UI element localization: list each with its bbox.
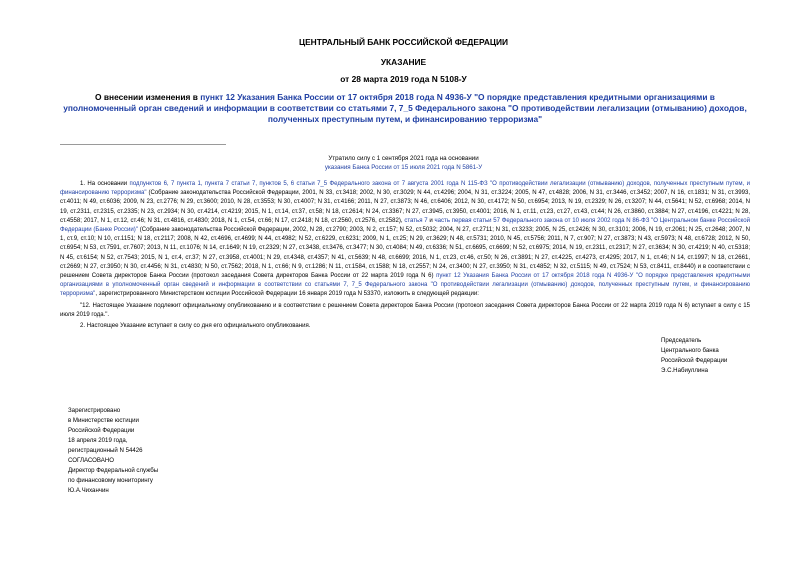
paragraph-3: 2. Настоящее Указание вступает в силу со дня его официального опубликования. [80, 323, 311, 330]
lost-force-link[interactable]: указания Банка России от 15 июля 2021 года N 5861-У [324, 164, 483, 171]
p1-link-115fz[interactable]: подпунктов 6, 7 пункта 1, пункта 7 статьи 7, пунктов 5, 6 статьи 7_5 Федерального закона от 7 августа 2001 года N 115-ФЗ "О противодействии легализации (отмыванию) доходов, полученных преступным путем, и финансированию терроризма" [60, 181, 750, 197]
signature-block [661, 336, 741, 376]
registration-line: Российской Федерации [68, 427, 135, 434]
p1-text: (Собрание законодательства Российской Федерации, 2001, N 33, ст.3418; 2002, N 30, ст.3029; N 44, ст.4296; 2004, N 31, ст.3224; 2005, N 47, ст.4828; 2006, N 31, ст.3446, ст.3452; 2007, N 16, ст.1831; N 31, ст.3993, ст.4011; N 49, ст.6036; 2009, N 23, ст.2776; N 29, ст.3600; 2010, N 28, ст.3553; N 30, ст.4007; N 31, ст.4166; 2011, N 27, ст.3873; N 46, ст.6406; 2012, N 30, ст.4172; N 50, ст.6954; 2013, N 19, ст.2329; N 26, ст.3207; N 44, ст.5641; N 52, ст.6968; 2014, N 19, ст.2311, ст.2315, ст.2335; N 23, ст.2934; N 30, ст.4214, ст.4219; 2015, N 1, ст.14, ст.37, ст.58; N 18, ст.2614; N 24, ст.3367; N 27, ст.3945, ст.3950, ст.4001; 2016, N 1, ст.11, ст.23, ст.27, ст.43, ст.44; N 26, ст.3860, ст.3884; N 27, ст.4196, ст.4221; N 28, ст.4558; 2017, N 1, ст.12, ст.46; N 31, ст.4816, ст.4830; 2018, N 1, ст.54, ст.66; N 17, ст.2418; N 18, ст.2560, ст.2576, ст.2582), [60, 190, 750, 224]
agreement-line: СОГЛАСОВАНО [68, 457, 114, 464]
registration-line: 18 апреля 2019 года, [68, 437, 128, 444]
subject-link[interactable]: пункт 12 Указания Банка России от 17 октября 2018 года N 4936-У "О порядке представления кредитными организациями в уполномоченный орган сведений и информации в соответствии со статьями 7, 7_5 Федерального закона "О противодействии легализации (отмыванию) доходов, полученных преступным путем, и финансированию терроризма" [63, 92, 747, 124]
paragraph-2: "12. Настоящее Указание подлежит официальному опубликованию и в соответствии с решением Совета директоров Банка России (протокол заседания Совета директоров Банка России от 22 марта 2019 года N 6) вступает в силу с 15 июля 2019 года.". [60, 302, 750, 318]
document-body [60, 180, 750, 331]
document-date-number: от 28 марта 2019 года N 5108-У [340, 74, 467, 84]
paragraph-1 [60, 180, 750, 300]
p1-text: , зарегистрированного Министерством юстиции Российской Федерации 16 января 2019 года N 53370, изложить в следующей редакции: [95, 291, 479, 298]
issuer-title: ЦЕНТРАЛЬНЫЙ БАНК РОССИЙСКОЙ ФЕДЕРАЦИИ [298, 37, 509, 47]
p1-link-86fz[interactable]: статьи 57 Федерального закона от 10 июля 2002 года N 86-ФЗ "О Центральном банке Российской Федерации (Банке России)" [60, 217, 751, 234]
document-subject [60, 92, 750, 125]
document-type: УКАЗАНИЕ [380, 57, 427, 67]
p1-text: и [427, 217, 435, 224]
p1-text: 1. На основании [80, 181, 130, 187]
signature-line: Председатель [661, 337, 702, 344]
p1-link-article-7[interactable]: статья 7 [404, 217, 428, 224]
p1-text: (Собрание законодательства Российской Федерации, 2002, N 28, ст.2790; 2003, N 2, ст.157; N 52, ст.5032; 2004, N 27, ст.2711; N 31, ст.3233; 2005, N 25, ст.2426; N 30, ст.3101; 2006, N 19, ст.2061; N 25, ст.2648; 2007, N 1, ст.9, ст.10; N 10, ст.1151; N 18, ст.2117; 2008, N 42, ст.4696, ст.4699; N 44, ст.4982; N 52, ст.6229, ст.6231; 2009, N 1, ст.25; N 29, ст.3629; N 48, ст.5731; 2010, N 45, ст.5756; 2011, N 7, ст.907; N 27, ст.3873; N 43, ст.5973; N 48, ст.6728; 2012, N 50, ст.6954; N 53, ст.7591, ст.7607; 2013, N 11, ст.1076; N 14, ст.1649; N 19, ст.2329; N 27, ст.3438, ст.3476, ст.3477; N 30, ст.4084; N 49, ст.6336; N 51, ст.6695, ст.6699; N 52, ст.6975; 2014, N 19, ст.2311, ст.2317; N 27, ст.3634; N 30, ст.4219; N 40, ст.5318; N 45, ст.6154; N 52, ст.7543; 2015, N 1, ст.4, ст.37; N 27, ст.3958, ст.4001; N 29, ст.4348, ст.4357; N 41, ст.5639; N 48, ст.6699; 2016, N 1, ст.23, ст.46, ст.50; N 26, ст.3891; N 27, ст.4225, ст.4273, ст.4295; 2017, N 1, ст.46; N 14, ст.1997; N 18, ст.2661, ст.2669; N 27, ст.3950; N 30, ст.4456; N 31, ст.4830; N 50, ст.7562; 2018, N 1, ст.66; N 9, ст.1286; N 11, ст.1584, ст.1588; N 18, ст.2557; N 24, ст.3400; N 27, ст.3950; N 31, ст.4852; N 32, ст.5115; N 49, ст.7524; N 53, ст.8411, ст.8440) и в соответствии с решением Совета директоров Банка России (протокол заседания Совета директоров Банка России от 22 марта 2019 года N 6) [60, 227, 750, 280]
signature-line: Центрального банка [661, 347, 719, 354]
agreement-name: Ю.А.Чиханчин [68, 487, 109, 494]
registration-line: в Министерстве юстиции [68, 417, 139, 424]
agreement-line: по финансовому мониторингу [68, 477, 153, 484]
registration-line: Зарегистрировано [68, 407, 121, 414]
p1-link-part-one[interactable]: часть первая [434, 217, 472, 224]
lost-force-note [0, 154, 807, 172]
registration-line: регистрационный N 54426 [68, 447, 143, 454]
agreement-line: Директор Федеральной службы [68, 467, 159, 474]
registration-block [68, 406, 228, 496]
signature-line: Российской Федерации [661, 357, 728, 364]
signature-name: Э.С.Набиуллина [661, 367, 709, 374]
divider [60, 144, 226, 145]
lost-force-text: Утратило силу с 1 сентября 2021 года на основании [328, 155, 479, 162]
p1-link-4936u[interactable]: пункт 12 Указания Банка России от 17 октября 2018 года N 4936-У "О порядке представления кредитными организациями в уполномоченный орган сведений и информации в соответствии со статьями 7, 7_5 Федерального закона "О противодействии легализации (отмыванию) доходов, полученных преступным путем, и финансированию терроризма" [60, 273, 750, 298]
subject-text: О внесении изменения в [95, 92, 201, 102]
